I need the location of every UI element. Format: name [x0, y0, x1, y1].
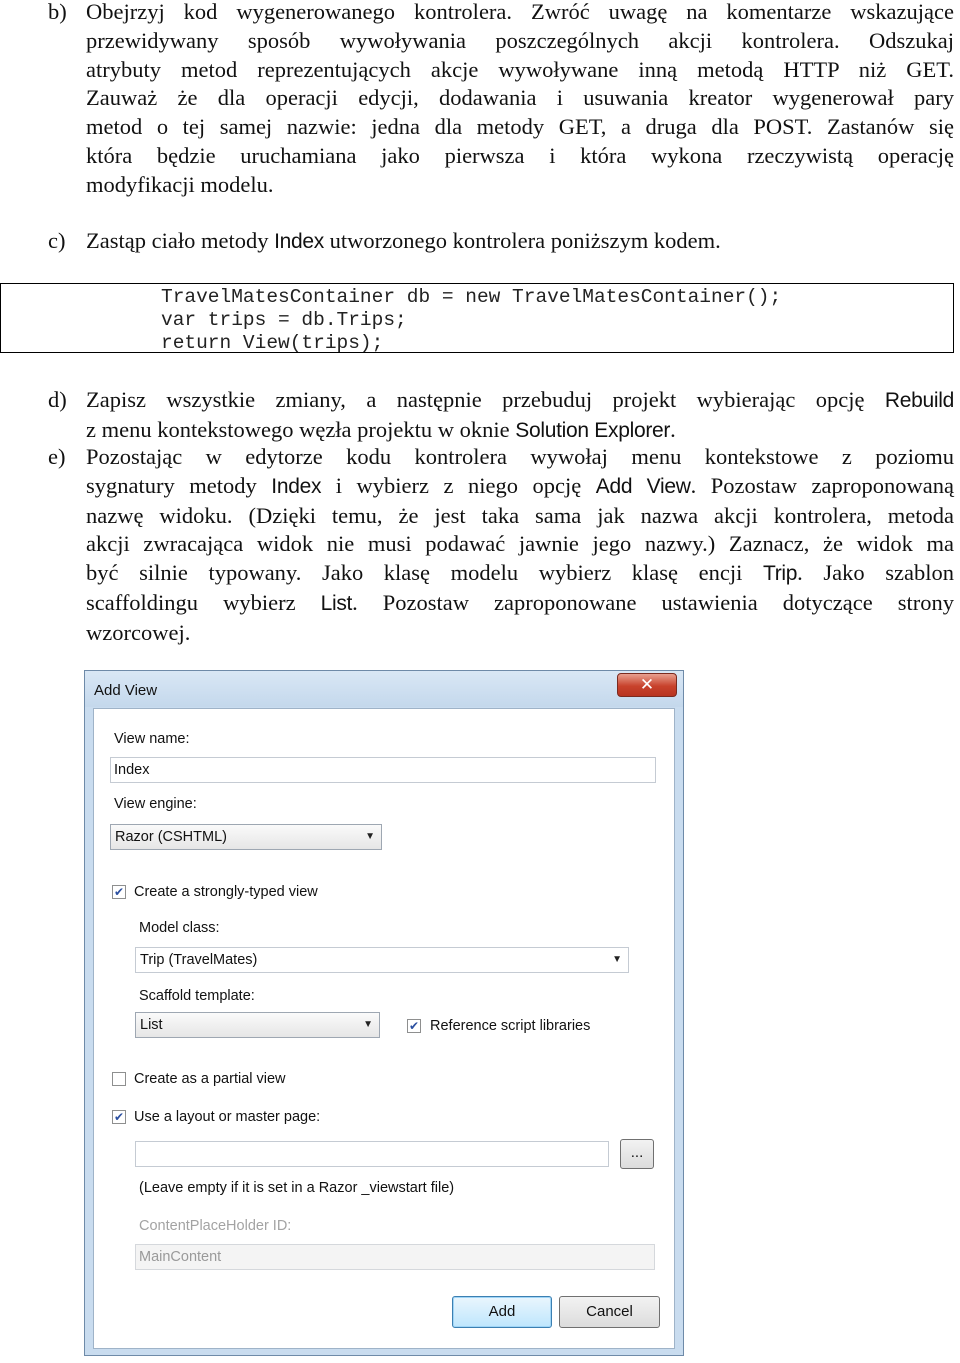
- close-icon[interactable]: ✕: [617, 673, 677, 697]
- step-c: [48, 227, 954, 257]
- model-class-value: Trip (TravelMates): [140, 952, 258, 968]
- text-line: modyfikacji modelu.: [86, 171, 274, 197]
- text-line: akcji zwracająca widok nie musi podawać jawnie jego nazwy.) Zaznacz, że widok ma: [86, 531, 954, 557]
- scaffold-template-select[interactable]: [135, 1012, 380, 1038]
- step-b: [48, 0, 954, 200]
- use-layout-checkbox[interactable]: ✔: [113, 1110, 125, 1124]
- text-line: Obejrzyj kod wygenerowanego kontrolera. Zwróć uwagę na komentarze wskazujące: [86, 0, 954, 24]
- chevron-down-icon: ▼: [612, 954, 622, 965]
- text-run: być silnie typowany. Jako klasę modelu wybierz klasę encji: [86, 560, 763, 586]
- text-line: [86, 559, 954, 589]
- text-line: [86, 386, 954, 416]
- chevron-down-icon: ▼: [365, 831, 375, 842]
- layout-path-input[interactable]: [135, 1141, 609, 1167]
- text-line: Pozostając w edytorze kodu kontrolera wywołaj menu kontekstowe z poziomu: [86, 444, 954, 469]
- view-name-label: View name:: [114, 731, 190, 747]
- step-text: [86, 443, 954, 648]
- step-text: [86, 0, 954, 200]
- text-line: Zauważ że dla operacji edycji, dodawania i usuwania kreator wygenerował pary: [86, 85, 954, 111]
- text-run: scaffoldingu wybierz: [86, 589, 321, 615]
- text-line: przewidywany sposób wywoływania poszczególnych akcji kontrolera. Odszukaj: [86, 27, 954, 53]
- view-engine-select[interactable]: [110, 824, 382, 850]
- placeholder-id-label: ContentPlaceHolder ID:: [139, 1218, 292, 1234]
- inline-code: List: [320, 591, 353, 615]
- reference-scripts-label: Reference script libraries: [430, 1018, 591, 1034]
- text-line: nazwę widoku. (Dzięki temu, że jest taka sama jak nazwa akcji kontrolera, metoda: [86, 502, 954, 528]
- use-layout-label: Use a layout or master page:: [134, 1109, 321, 1125]
- step-e: [48, 443, 954, 648]
- view-name-input[interactable]: Index: [110, 757, 656, 783]
- text-line: wzorcowej.: [86, 619, 191, 645]
- code-line: return View(trips);: [161, 332, 384, 354]
- model-class-select[interactable]: [135, 947, 629, 973]
- code-line: var trips = db.Trips;: [161, 309, 407, 331]
- strongly-typed-label: Create a strongly-typed view: [134, 884, 318, 900]
- text-line: atrybuty metod reprezentujących akcje wywoływane inną metodą HTTP niż GET.: [86, 56, 954, 82]
- step-d: [48, 386, 954, 446]
- view-engine-value: Razor (CSHTML): [115, 829, 227, 845]
- step-label: b): [48, 0, 67, 24]
- text-run: i wybierz z niego opcję: [321, 472, 596, 498]
- code-line: TravelMatesContainer db = new TravelMatesContainer();: [161, 286, 782, 308]
- code-block: [0, 283, 954, 353]
- text-run: Zastąp ciało metody: [86, 228, 275, 253]
- text-line: [86, 472, 954, 502]
- reference-scripts-checkbox[interactable]: ✔: [408, 1019, 420, 1033]
- partial-view-checkbox[interactable]: [112, 1072, 126, 1086]
- text-line: metod o tej samej nazwie: jedna dla metody GET, a druga dla POST. Zastanów się: [86, 114, 954, 140]
- inline-code: Index: [271, 474, 322, 498]
- dialog-title: Add View: [94, 682, 158, 699]
- step-text: [86, 227, 954, 257]
- chevron-down-icon: ▼: [363, 1019, 373, 1030]
- dialog-titlebar: [85, 671, 683, 707]
- add-view-dialog: [84, 670, 684, 1356]
- browse-button[interactable]: ...: [620, 1139, 654, 1169]
- text-run: . Pozostaw zaproponowaną: [690, 472, 954, 498]
- step-label: e): [48, 444, 66, 469]
- text-run: . Pozostaw zaproponowane ustawienia dotyczące strony: [352, 589, 954, 615]
- text-run: z menu kontekstowego węzła projektu w oknie: [86, 416, 516, 442]
- inline-code: Add View: [595, 474, 691, 498]
- step-label: c): [48, 228, 66, 253]
- view-engine-label: View engine:: [114, 796, 197, 812]
- text-run: utworzonego kontrolera poniższym kodem.: [323, 228, 721, 253]
- inline-code: Solution Explorer: [515, 418, 671, 442]
- scaffold-template-value: List: [140, 1017, 163, 1033]
- step-label: d): [48, 387, 67, 412]
- inline-code: Index: [274, 230, 324, 253]
- scaffold-template-label: Scaffold template:: [139, 988, 255, 1004]
- text-line: która będzie uruchamiana jako pierwsza i która wykona rzeczywistą operację: [86, 142, 954, 168]
- strongly-typed-checkbox[interactable]: ✔: [113, 885, 125, 899]
- partial-view-label: Create as a partial view: [134, 1071, 286, 1087]
- text-run: sygnatury metody: [86, 472, 272, 498]
- add-button[interactable]: Add: [452, 1296, 552, 1328]
- inline-code: Rebuild: [884, 389, 954, 412]
- text-line: [86, 589, 954, 619]
- step-text: [86, 386, 954, 446]
- placeholder-id-input[interactable]: MainContent: [135, 1244, 655, 1270]
- text-run: .: [670, 416, 676, 442]
- model-class-label: Model class:: [139, 920, 220, 936]
- cancel-button[interactable]: Cancel: [559, 1296, 660, 1328]
- dialog-body: [93, 708, 675, 1349]
- text-run: . Jako szablon: [797, 560, 954, 586]
- layout-hint: (Leave empty if it is set in a Razor _viewstart file): [139, 1180, 455, 1196]
- text-line: [86, 416, 954, 446]
- text-run: Zapisz wszystkie zmiany, a następnie przebuduj projekt wybierając opcję: [86, 387, 885, 412]
- inline-code: Trip: [762, 562, 798, 586]
